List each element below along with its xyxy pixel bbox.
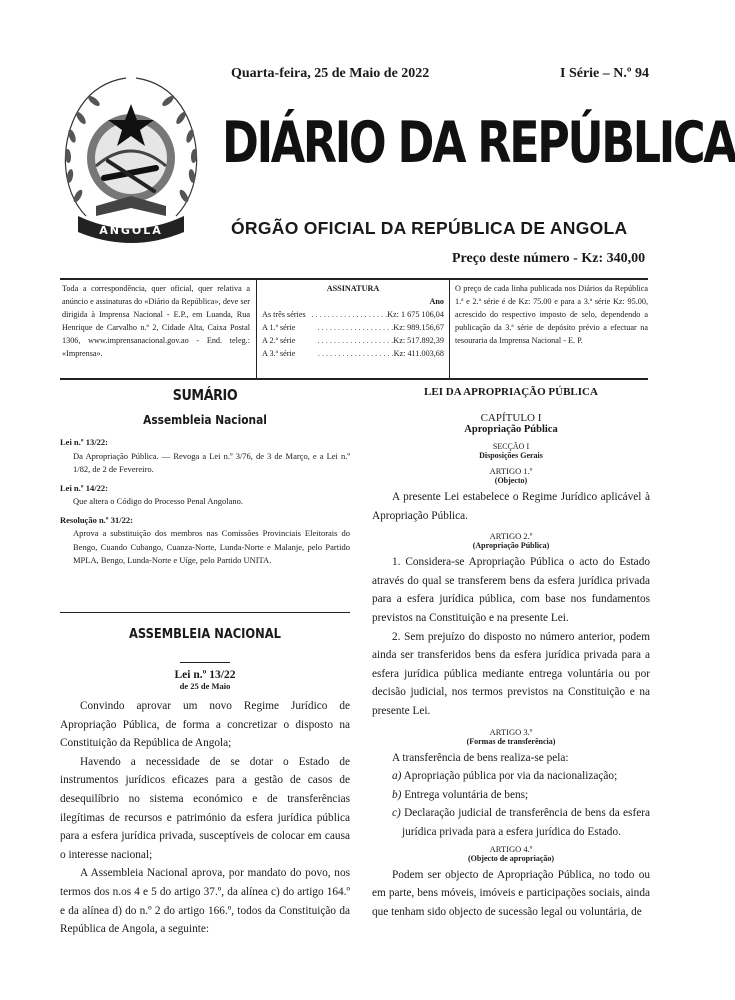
- sumario-entry: [60, 514, 350, 568]
- list-text: Entrega voluntária de bens;: [404, 788, 529, 801]
- sumario-entry-text: Aprova a substituição dos membros nas Comissões Provinciais Eleitorais do Bengo, Cuando Cubango, Cuanza-Norte, Lunda-Norte e Malanje, pelo Partido MPLA, Bengo, Lunda-Norte e Uíge, pelo Partido UNITA.: [73, 528, 350, 565]
- list-item: [372, 767, 650, 786]
- article-title: (Objecto): [494, 476, 528, 485]
- subscription-year-header: Ano: [429, 297, 444, 306]
- section-rule: [60, 612, 350, 613]
- list-letter: c): [392, 807, 401, 820]
- sumario-section-title: Assembleia Nacional: [143, 412, 267, 427]
- preamble-paragraph: A Assembleia Nacional aprova, por mandato do povo, nos termos dos n.os 4 e 5 do artigo 37.º, da alínea c) do artigo 164.º e da alínea d) do n.º 2 do artigo 166.º, todos da Constituição da República de Angola, a seguinte:: [60, 867, 350, 936]
- leader-dots: . . . . . . . . . . . . . . . . . . .: [317, 336, 394, 345]
- article-number: ARTIGO 1.º: [489, 466, 533, 476]
- sumario-section: [60, 384, 350, 568]
- subscription-label: As três séries: [262, 310, 306, 319]
- preamble-paragraph: Convindo aprovar um novo Regime Jurídico de Apropriação Pública, de forma a concretizar o disposto na Constituição da República de Angola;: [60, 700, 350, 750]
- issue-price: Preço deste número - Kz: 340,00: [452, 251, 646, 266]
- subscription-table: [262, 282, 444, 360]
- emblem-small-text: República de: [114, 215, 148, 221]
- article-paragraph: A transferência de bens realiza-se pela:: [392, 751, 569, 764]
- info-box-top-rule: [60, 278, 648, 280]
- article-number: ARTIGO 3.º: [489, 726, 533, 737]
- law-date: de 25 de Maio: [179, 681, 231, 691]
- article-title: (Objecto de apropriação): [467, 853, 555, 863]
- gazette-subtitle: ÓRGÃO OFICIAL DA REPÚBLICA DE ANGOLA: [231, 218, 628, 238]
- subscription-row: [262, 334, 444, 347]
- sumario-entry-title: Lei n.º 13/22:: [60, 437, 108, 447]
- list-item: [372, 786, 650, 805]
- subscription-value: Kz: 1 675 106,04: [387, 310, 444, 319]
- preamble-paragraph: Havendo a necessidade de se dotar o Estado de instrumentos jurídicos eficazes para a gestão de casos de desequilíbrio no sistema económico e de transferências ilegítimas de recursos e património da esfera jurídica pública para a esfera jurídica privada, susceptíveis de colocar em causa o interesse nacional;: [60, 755, 350, 861]
- angola-emblem-icon: [56, 66, 206, 244]
- subscription-label: A 2.ª série: [262, 336, 296, 345]
- info-box-bottom-rule: [60, 378, 648, 380]
- sumario-entry-title: Resolução n.º 31/22:: [60, 514, 133, 525]
- subscription-row: [262, 347, 444, 360]
- subscription-value: Kz: 989.156,67: [393, 323, 444, 332]
- law-preamble: [60, 626, 350, 939]
- subscription-row: [262, 321, 444, 334]
- sumario-heading: SUMÁRIO: [172, 386, 238, 404]
- sumario-entry-title: Lei n.º 14/22:: [60, 482, 108, 493]
- article-paragraph: 1. Considera-se Apropriação Pública o acto do Estado através do qual se transferem bens da esfera jurídica privada para a esfera jurídica pública, com base nos fundamentos previstos na Constituição e na presente Lei.: [372, 556, 650, 624]
- article-title: (Apropriação Pública): [472, 541, 550, 551]
- issue-date: Quarta-feira, 25 de Maio de 2022: [231, 66, 430, 81]
- leader-dots: . . . . . . . . . . . . . . . . . . .: [311, 310, 388, 319]
- list-item: [372, 804, 650, 841]
- correspondence-note: Toda a correspondência, quer oficial, quer relativa a anúncio e assinaturas do «Diário da República», deve ser dirigida à Imprensa Nacional - E.P., em Luanda, Rua Henrique de Carvalho n.º 2, Cidade Alta, Caixa Postal 1306, www.imprensanacional.gov.ao - End. teleg.: «Imprensa».: [62, 284, 250, 358]
- subscription-value: Kz: 411.003,68: [393, 349, 444, 358]
- info-box-divider: [449, 280, 450, 378]
- gazette-title: DIÁRIO DA REPÚBLICA: [222, 110, 735, 176]
- chapter-title: Apropriação Pública: [464, 424, 558, 435]
- law-heading: LEI DA APROPRIAÇÃO PÚBLICA: [424, 386, 598, 398]
- list-text: Declaração judicial de transferência de bens da esfera jurídica privada para a esfera jurídica do Estado.: [402, 807, 650, 838]
- list-letter: b): [392, 788, 402, 801]
- subscription-label: A 1.ª série: [262, 323, 296, 332]
- article-paragraph: 2. Sem prejuízo do disposto no número anterior, podem ainda ser transferidos bens da esfera jurídica privada para a esfera jurídica pública mediante entrega voluntária ou por decisão judicial, nos termos previstos na Constituição e na presente Lei.: [372, 630, 650, 717]
- sumario-entry: [60, 436, 350, 477]
- assembly-heading: ASSEMBLEIA NACIONAL: [129, 626, 281, 642]
- law-text: [372, 386, 650, 921]
- article-number: ARTIGO 2.º: [489, 531, 533, 542]
- article-paragraph: A presente Lei estabelece o Regime Jurídico aplicável à Apropriação Pública.: [372, 491, 650, 522]
- price-note: O preço de cada linha publicada nos Diários da República 1.ª e 2.ª série é de Kz: 75.00 e para a 3.ª série Kz: 95.00, acrescido do respectivo imposto de selo, dependendo a publicação da 3.ª série de depósito prévio a efectuar na tesouraria da Imprensa Nacional - E. P.: [455, 284, 648, 345]
- article-title: (Formas de transferência): [466, 736, 556, 746]
- short-rule: [180, 662, 230, 663]
- emblem-text: ANGOLA: [99, 224, 163, 237]
- info-box-divider: [256, 280, 257, 378]
- sumario-entry-text: Que altera o Código do Processo Penal Angolano.: [73, 496, 243, 506]
- subscription-title: ASSINATURA: [326, 284, 380, 293]
- section-number: SECÇÃO I: [492, 442, 530, 451]
- sumario-entry-text: Da Apropriação Pública. — Revoga a Lei n.º 3/76, de 3 de Março, e a Lei n.º 1/82, de 2 de Fevereiro.: [73, 450, 350, 474]
- article-paragraph: Podem ser objecto de Apropriação Pública, no todo ou em parte, bens móveis, imóveis e participações sociais, ainda que tenham sido objecto de sucessão legal ou voluntária, de: [372, 868, 650, 918]
- issue-series: I Série – N.º 94: [560, 66, 649, 81]
- section-title: Disposições Gerais: [479, 451, 543, 460]
- sumario-entry: [60, 482, 350, 509]
- subscription-label: A 3.ª série: [262, 349, 296, 358]
- chapter-number: CAPÍTULO I: [480, 412, 542, 424]
- subscription-value: Kz: 517.892,39: [393, 336, 444, 345]
- list-text: Apropriação pública por via da nacionalização;: [403, 770, 618, 783]
- leader-dots: . . . . . . . . . . . . . . . . . . .: [317, 323, 394, 332]
- subscription-row: [262, 308, 444, 321]
- leader-dots: . . . . . . . . . . . . . . . . . . .: [317, 349, 394, 358]
- article-number: ARTIGO 4.º: [489, 843, 533, 854]
- list-letter: a): [392, 770, 402, 783]
- law-title: Lei n.º 13/22: [174, 669, 236, 681]
